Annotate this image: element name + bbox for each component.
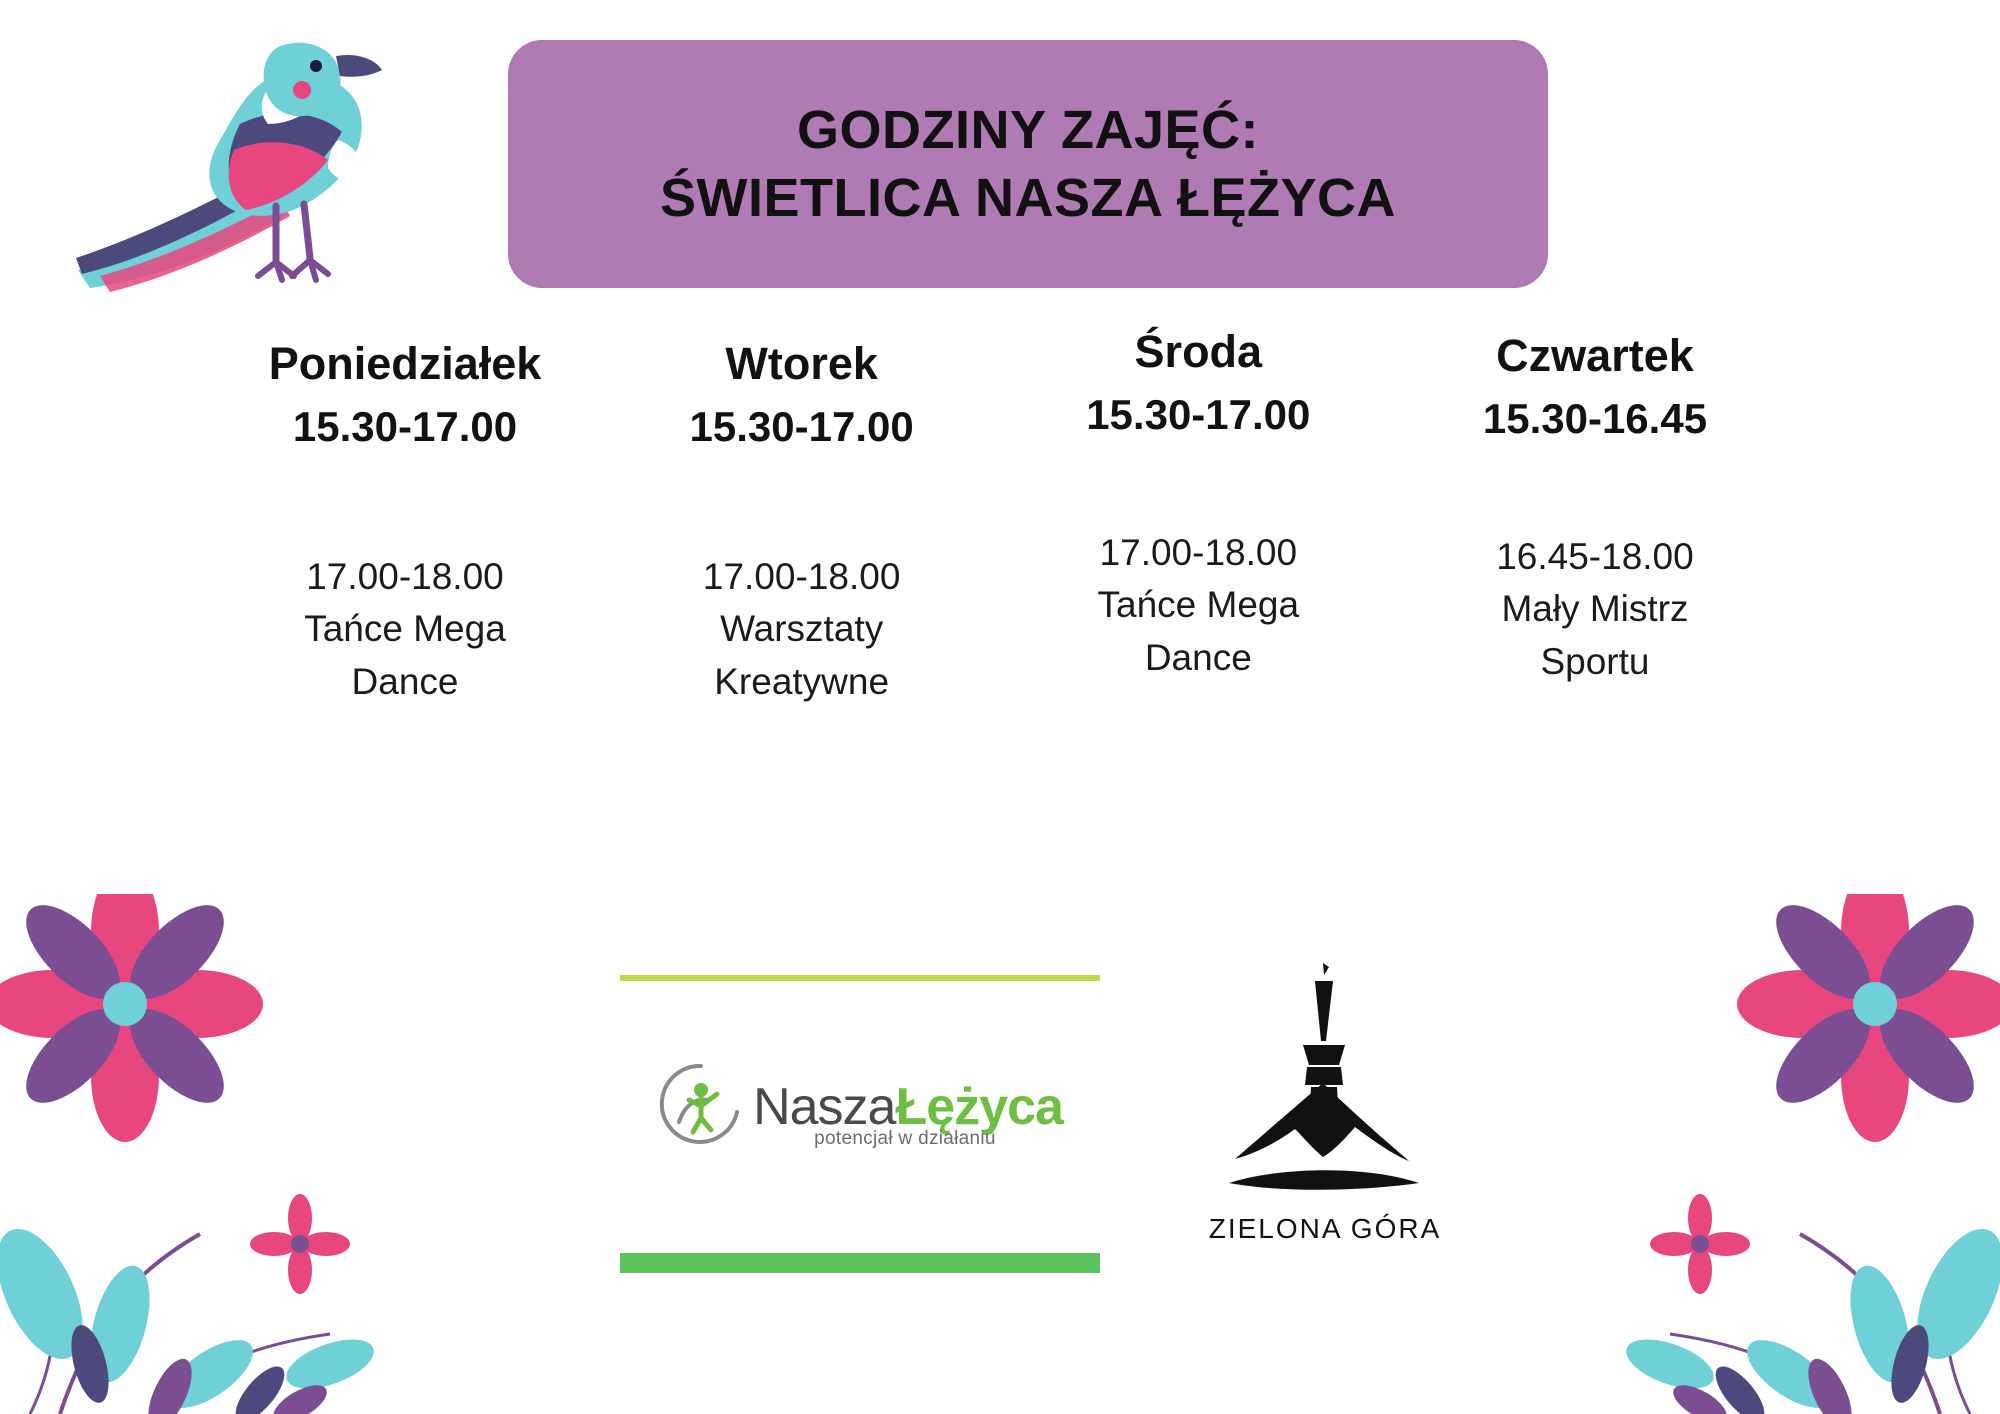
day-hours: 15.30-17.00 [292, 403, 518, 451]
title-banner [508, 40, 1548, 288]
bird-illustration [70, 20, 430, 320]
page-title-line2: ŚWIETLICA NASZA ŁĘŻYCA [660, 168, 1396, 228]
logo-tagline: potencjał w działaniu [814, 1128, 996, 1149]
activity-name-line1: Mały Mistrz [1501, 588, 1689, 630]
day-activity [637, 551, 967, 709]
day-hours: 15.30-17.00 [1086, 391, 1311, 439]
logo-rule-bottom [620, 1253, 1100, 1273]
activity-name-line2: Dance [1144, 636, 1252, 678]
day-name: Środa [1134, 326, 1263, 377]
day-hours: 15.30-16.45 [1482, 395, 1708, 443]
activity-time: 16.45-18.00 [1496, 535, 1694, 577]
zielona-gora-label: ZIELONA GÓRA [1208, 1213, 1442, 1244]
day-activity [1430, 531, 1760, 689]
day-column-tuesday [637, 330, 967, 708]
activity-name-line1: Tańce Mega [304, 608, 506, 650]
zielona-gora-mark-icon [1195, 955, 1455, 1205]
activity-name-line1: Tańce Mega [1097, 584, 1300, 626]
day-column-monday [240, 330, 570, 708]
day-activity [240, 551, 570, 709]
day-name: Poniedziałek [268, 338, 542, 389]
day-name: Wtorek [725, 338, 878, 389]
activity-name-line2: Kreatywne [714, 660, 890, 702]
schedule-grid [240, 326, 1760, 708]
activity-name-line2: Dance [351, 660, 459, 702]
logo-rule-top [620, 975, 1100, 981]
floral-corner-right [1570, 894, 2000, 1414]
logo-text-part1: Nasza [753, 1077, 896, 1136]
day-name: Czwartek [1496, 330, 1694, 381]
activity-name-line2: Sportu [1540, 640, 1650, 682]
activity-time: 17.00-18.00 [1099, 531, 1298, 573]
logo-nasza-lezyca [620, 965, 1100, 1285]
day-hours: 15.30-17.00 [689, 403, 914, 451]
activity-name-line1: Warsztaty [720, 608, 884, 650]
floral-corner-left [0, 894, 430, 1414]
page-title-line1: GODZINY ZAJĘĆ: [796, 99, 1260, 160]
day-column-thursday [1430, 330, 1760, 688]
logo-text-part2: Łężyca [895, 1077, 1063, 1136]
logo-zielona-gora [1195, 955, 1455, 1265]
activity-time: 17.00-18.00 [306, 555, 504, 597]
day-column-wednesday [1033, 326, 1363, 684]
activity-time: 17.00-18.00 [702, 555, 901, 597]
day-activity [1033, 527, 1363, 685]
